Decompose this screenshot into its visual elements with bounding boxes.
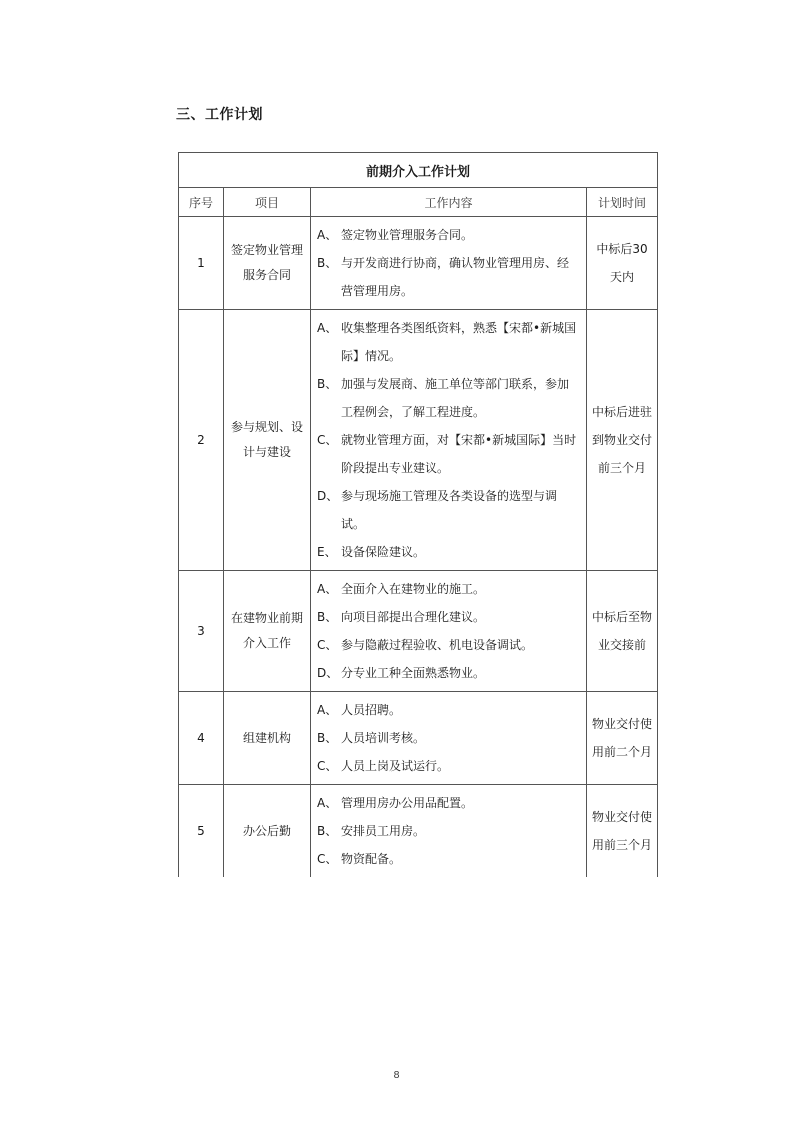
task-marker: B、 [317, 377, 338, 391]
task-text: 人员上岗及试运行。 [341, 759, 450, 773]
task-line [317, 221, 580, 249]
table-row [179, 217, 658, 310]
task-line [317, 724, 580, 752]
header-time: 计划时间 [587, 188, 658, 217]
row-item: 签定物业管理服务合同 [224, 217, 311, 310]
task-marker: C、 [317, 759, 338, 773]
task-text: 参与隐蔽过程验收、机电设备调试。 [341, 638, 534, 652]
page-number: 8 [393, 1070, 400, 1081]
task-line [317, 426, 580, 482]
header-item: 项目 [224, 188, 311, 217]
row-content [311, 785, 587, 878]
task-line [317, 631, 580, 659]
task-text: 管理用房办公用品配置。 [341, 796, 474, 810]
task-marker: A、 [317, 582, 338, 596]
row-time: 中标后至物业交接前 [587, 571, 658, 692]
task-line [317, 789, 580, 817]
task-text: 全面介入在建物业的施工。 [341, 582, 486, 596]
task-line [317, 249, 580, 305]
task-text: 分专业工种全面熟悉物业。 [341, 666, 486, 680]
task-text: 人员招聘。 [341, 703, 402, 717]
task-marker: A、 [317, 796, 338, 810]
task-line [317, 538, 580, 566]
row-content [311, 571, 587, 692]
task-line [317, 696, 580, 724]
task-text: 人员培训考核。 [341, 731, 426, 745]
row-item: 组建机构 [224, 692, 311, 785]
task-marker: D、 [317, 489, 339, 503]
row-time: 物业交付使用前三个月 [587, 785, 658, 878]
row-item: 参与规划、设计与建设 [224, 310, 311, 571]
row-number: 5 [179, 785, 224, 878]
task-line [317, 314, 580, 370]
task-text: 与开发商进行协商，确认物业管理用房、经营管理用房。 [341, 256, 570, 298]
row-item: 办公后勤 [224, 785, 311, 878]
table-row [179, 785, 658, 878]
task-line [317, 752, 580, 780]
task-line [317, 817, 580, 845]
row-time: 中标后进驻到物业交付前三个月 [587, 310, 658, 571]
task-marker: B、 [317, 731, 338, 745]
task-text: 安排员工用房。 [341, 824, 426, 838]
task-marker: C、 [317, 852, 338, 866]
table-title: 前期介入工作计划 [179, 153, 658, 188]
table-row [179, 310, 658, 571]
task-marker: B、 [317, 610, 338, 624]
row-number: 2 [179, 310, 224, 571]
task-marker: A、 [317, 703, 338, 717]
row-content [311, 310, 587, 571]
header-no: 序号 [179, 188, 224, 217]
task-marker: B、 [317, 824, 338, 838]
row-number: 4 [179, 692, 224, 785]
row-time: 中标后30天内 [587, 217, 658, 310]
section-heading: 三、工作计划 [176, 107, 263, 123]
task-text: 参与现场施工管理及各类设备的选型与调试。 [341, 489, 558, 531]
header-content: 工作内容 [311, 188, 587, 217]
task-marker: C、 [317, 638, 338, 652]
task-marker: C、 [317, 433, 338, 447]
work-plan-table [178, 152, 658, 877]
task-text: 收集整理各类图纸资料，熟悉【宋都•新城国际】情况。 [341, 321, 577, 363]
task-line [317, 603, 580, 631]
row-content [311, 217, 587, 310]
table-header-row [179, 188, 658, 217]
task-line [317, 575, 580, 603]
task-marker: A、 [317, 321, 338, 335]
table-row [179, 571, 658, 692]
task-line [317, 659, 580, 687]
row-content [311, 692, 587, 785]
row-number: 1 [179, 217, 224, 310]
task-text: 签定物业管理服务合同。 [341, 228, 474, 242]
row-number: 3 [179, 571, 224, 692]
task-line [317, 845, 580, 873]
task-text: 物资配备。 [341, 852, 402, 866]
task-text: 向项目部提出合理化建议。 [341, 610, 486, 624]
row-item: 在建物业前期介入工作 [224, 571, 311, 692]
task-marker: B、 [317, 256, 338, 270]
task-marker: D、 [317, 666, 339, 680]
task-line [317, 482, 580, 538]
table-row [179, 692, 658, 785]
task-text: 加强与发展商、施工单位等部门联系，参加工程例会，了解工程进度。 [341, 377, 570, 419]
task-marker: A、 [317, 228, 338, 242]
row-time: 物业交付使用前二个月 [587, 692, 658, 785]
task-text: 设备保险建议。 [341, 545, 426, 559]
task-line [317, 370, 580, 426]
task-marker: E、 [317, 545, 337, 559]
table-title-row [179, 153, 658, 188]
task-text: 就物业管理方面，对【宋都•新城国际】当时阶段提出专业建议。 [341, 433, 577, 475]
